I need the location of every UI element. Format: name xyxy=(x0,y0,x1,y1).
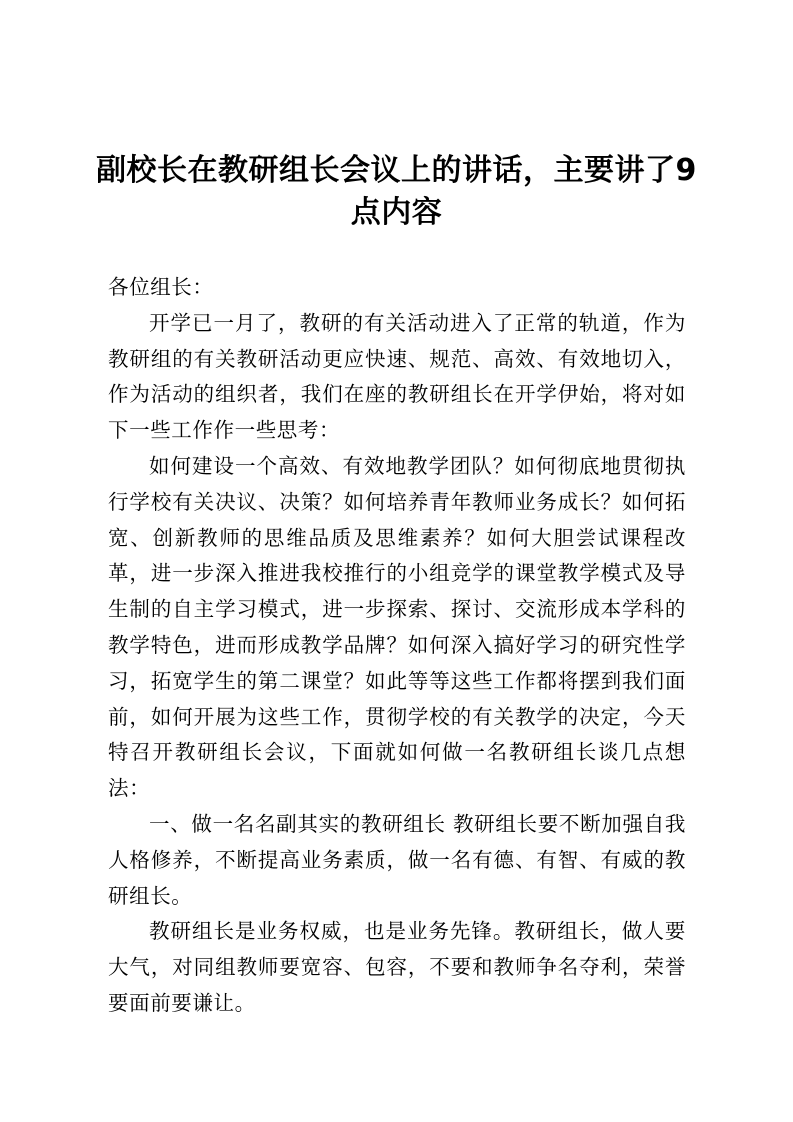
paragraph-authority: 教研组长是业务权威，也是业务先锋。教研组长，做人要大气，对同组教师要宽容、包容，不要和教师争名夺利，荣誉要面前要谦让。 xyxy=(108,919,686,1015)
paragraph-intro: 开学已一月了，教研的有关活动进入了正常的轨道，作为教研组的有关教研活动更应快速、规范、高效、有效地切入，作为活动的组织者，我们在座的教研组长在开学伊始，将对如下一些工作作一些思考： xyxy=(108,310,686,443)
paragraph-point-one: 一、做一名名副其实的教研组长 教研组长要不断加强自我人格修养，不断提高业务素质，做一名有德、有智、有威的教研组长。 xyxy=(108,811,686,908)
salutation: 各位组长： xyxy=(108,275,214,299)
paragraph-questions: 如何建设一个高效、有效地教学团队？如何彻底地贯彻执行学校有关决议、决策？如何培养青年教师业务成长？如何拓宽、创新教师的思维品质及思维素养？如何大胆尝试课程改革，进一步深入推进我校推行的小组竞学的课堂教学模式及导生制的自主学习模式，进一步探索、探讨、交流形成本学科的教学特色，进而形成教学品牌？如何深入搞好学习的研究性学习，拓宽学生的第二课堂？如此等等这些工作都将摆到我们面前，如何开展为这些工作，贯彻学校的有关教学的决定，今天特召开教研组长会议，下面就如何做一名教研组长谈几点想法： xyxy=(108,453,686,801)
document-body xyxy=(108,270,686,1022)
document-title: 副校长在教研组长会议上的讲话，主要讲了9点内容 xyxy=(96,153,697,230)
